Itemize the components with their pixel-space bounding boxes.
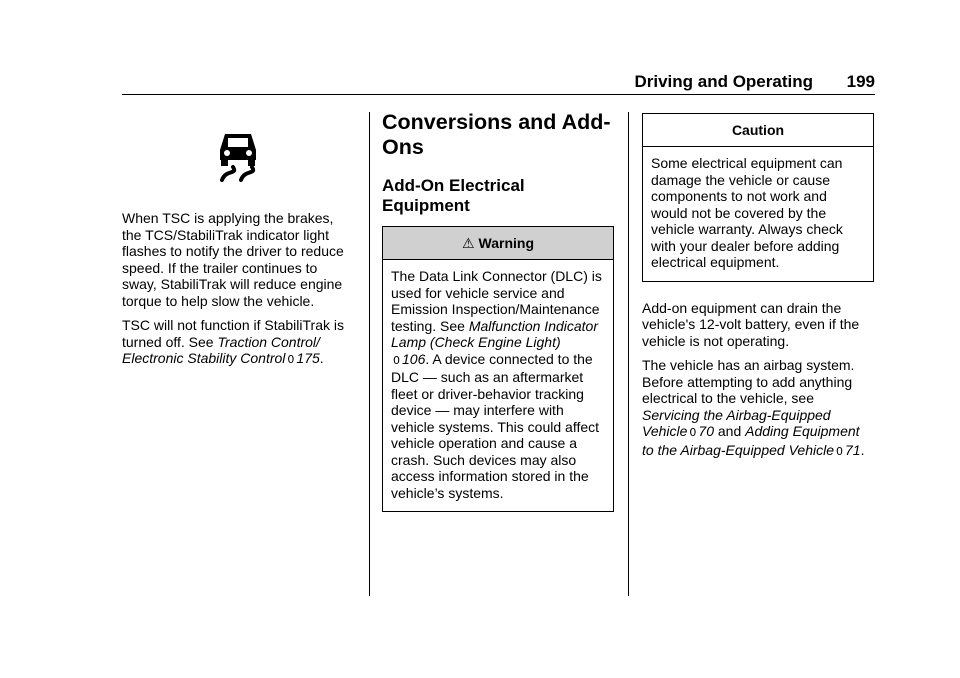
warning-box: [382, 226, 614, 512]
tsc-braking-paragraph: When TSC is applying the brakes, the TCS/StabiliTrak indicator light flashes to notify the driver to reduce speed. If the trailer continues to sway, StabiliTrak will reduce engine torque to help slow the vehicle.: [122, 210, 344, 309]
servicing-airbag-link[interactable]: Servicing the Airbag-Equipped Vehicle: [642, 406, 831, 439]
page-ref-icon: 0: [287, 353, 295, 366]
mil-link[interactable]: Malfunction Indicator Lamp (Check Engine Light): [391, 317, 599, 350]
tsc-stabilitrak-paragraph: TSC will not function if StabiliTrak is turned off. See Traction Control/ Electronic Stability Control 0 175.: [122, 317, 344, 366]
caution-title: Caution: [643, 114, 873, 147]
left-column: [122, 128, 354, 377]
page-ref-icon: 0: [689, 426, 697, 439]
column-divider-1: [369, 112, 370, 596]
traction-control-link[interactable]: Traction Control/ Electronic Stability Control: [122, 333, 320, 366]
conversions-heading: Conversions and Add-Ons: [382, 110, 611, 159]
page-ref-175[interactable]: 175: [296, 350, 320, 366]
page-header: [122, 72, 875, 95]
warning-text: The Data Link Connector (DLC) is used for vehicle service and Emission Inspection/Maintenance testing. See Malfunction Indicator Lamp (Check Engine Light) 0 106. A device connected to the DLC — such as an aftermarket fleet or driver-behavior tracking device — may interfere with vehicle systems. This could affect vehicle operation and cause a crash. Such devices may also access information stored in the vehicle’s systems.: [391, 268, 602, 501]
page-ref-70[interactable]: 70: [698, 423, 714, 439]
caution-box: [642, 113, 874, 282]
warning-triangle-icon: ⚠: [461, 236, 475, 252]
page-ref-icon: 0: [835, 444, 843, 458]
traction-control-skid-icon: [122, 128, 354, 210]
page-ref-71[interactable]: 71: [844, 441, 861, 458]
page-number: 199: [846, 72, 875, 91]
section-title: Driving and Operating: [634, 72, 813, 91]
add-on-electrical-heading: Add-On Electrical Equipment: [382, 176, 525, 215]
warning-title: ⚠ Warning: [383, 227, 613, 260]
page-ref-106[interactable]: 106: [402, 350, 426, 367]
column-divider-2: [628, 112, 629, 596]
airbag-paragraph: The vehicle has an airbag system. Before attempting to add anything electrical to the vehicle, see Servicing the Airbag-Equipped Vehicle 0 70 and Adding Equipment to the Airbag-Equipped Vehicle 0 71.: [642, 357, 865, 458]
middle-column: [382, 110, 614, 512]
page-ref-icon: 0: [393, 353, 400, 367]
adding-equipment-link[interactable]: Adding Equipment to the Airbag-Equipped Vehicle: [642, 423, 860, 458]
battery-drain-paragraph: Add-on equipment can drain the vehicle's 12-volt battery, even if the vehicle is not operating.: [642, 299, 860, 349]
right-column: [642, 113, 874, 468]
caution-text: Some electrical equipment can damage the vehicle or cause components to not work and would not be covered by the vehicle warranty. Always check with your dealer before adding electrical equipment.: [651, 155, 843, 270]
